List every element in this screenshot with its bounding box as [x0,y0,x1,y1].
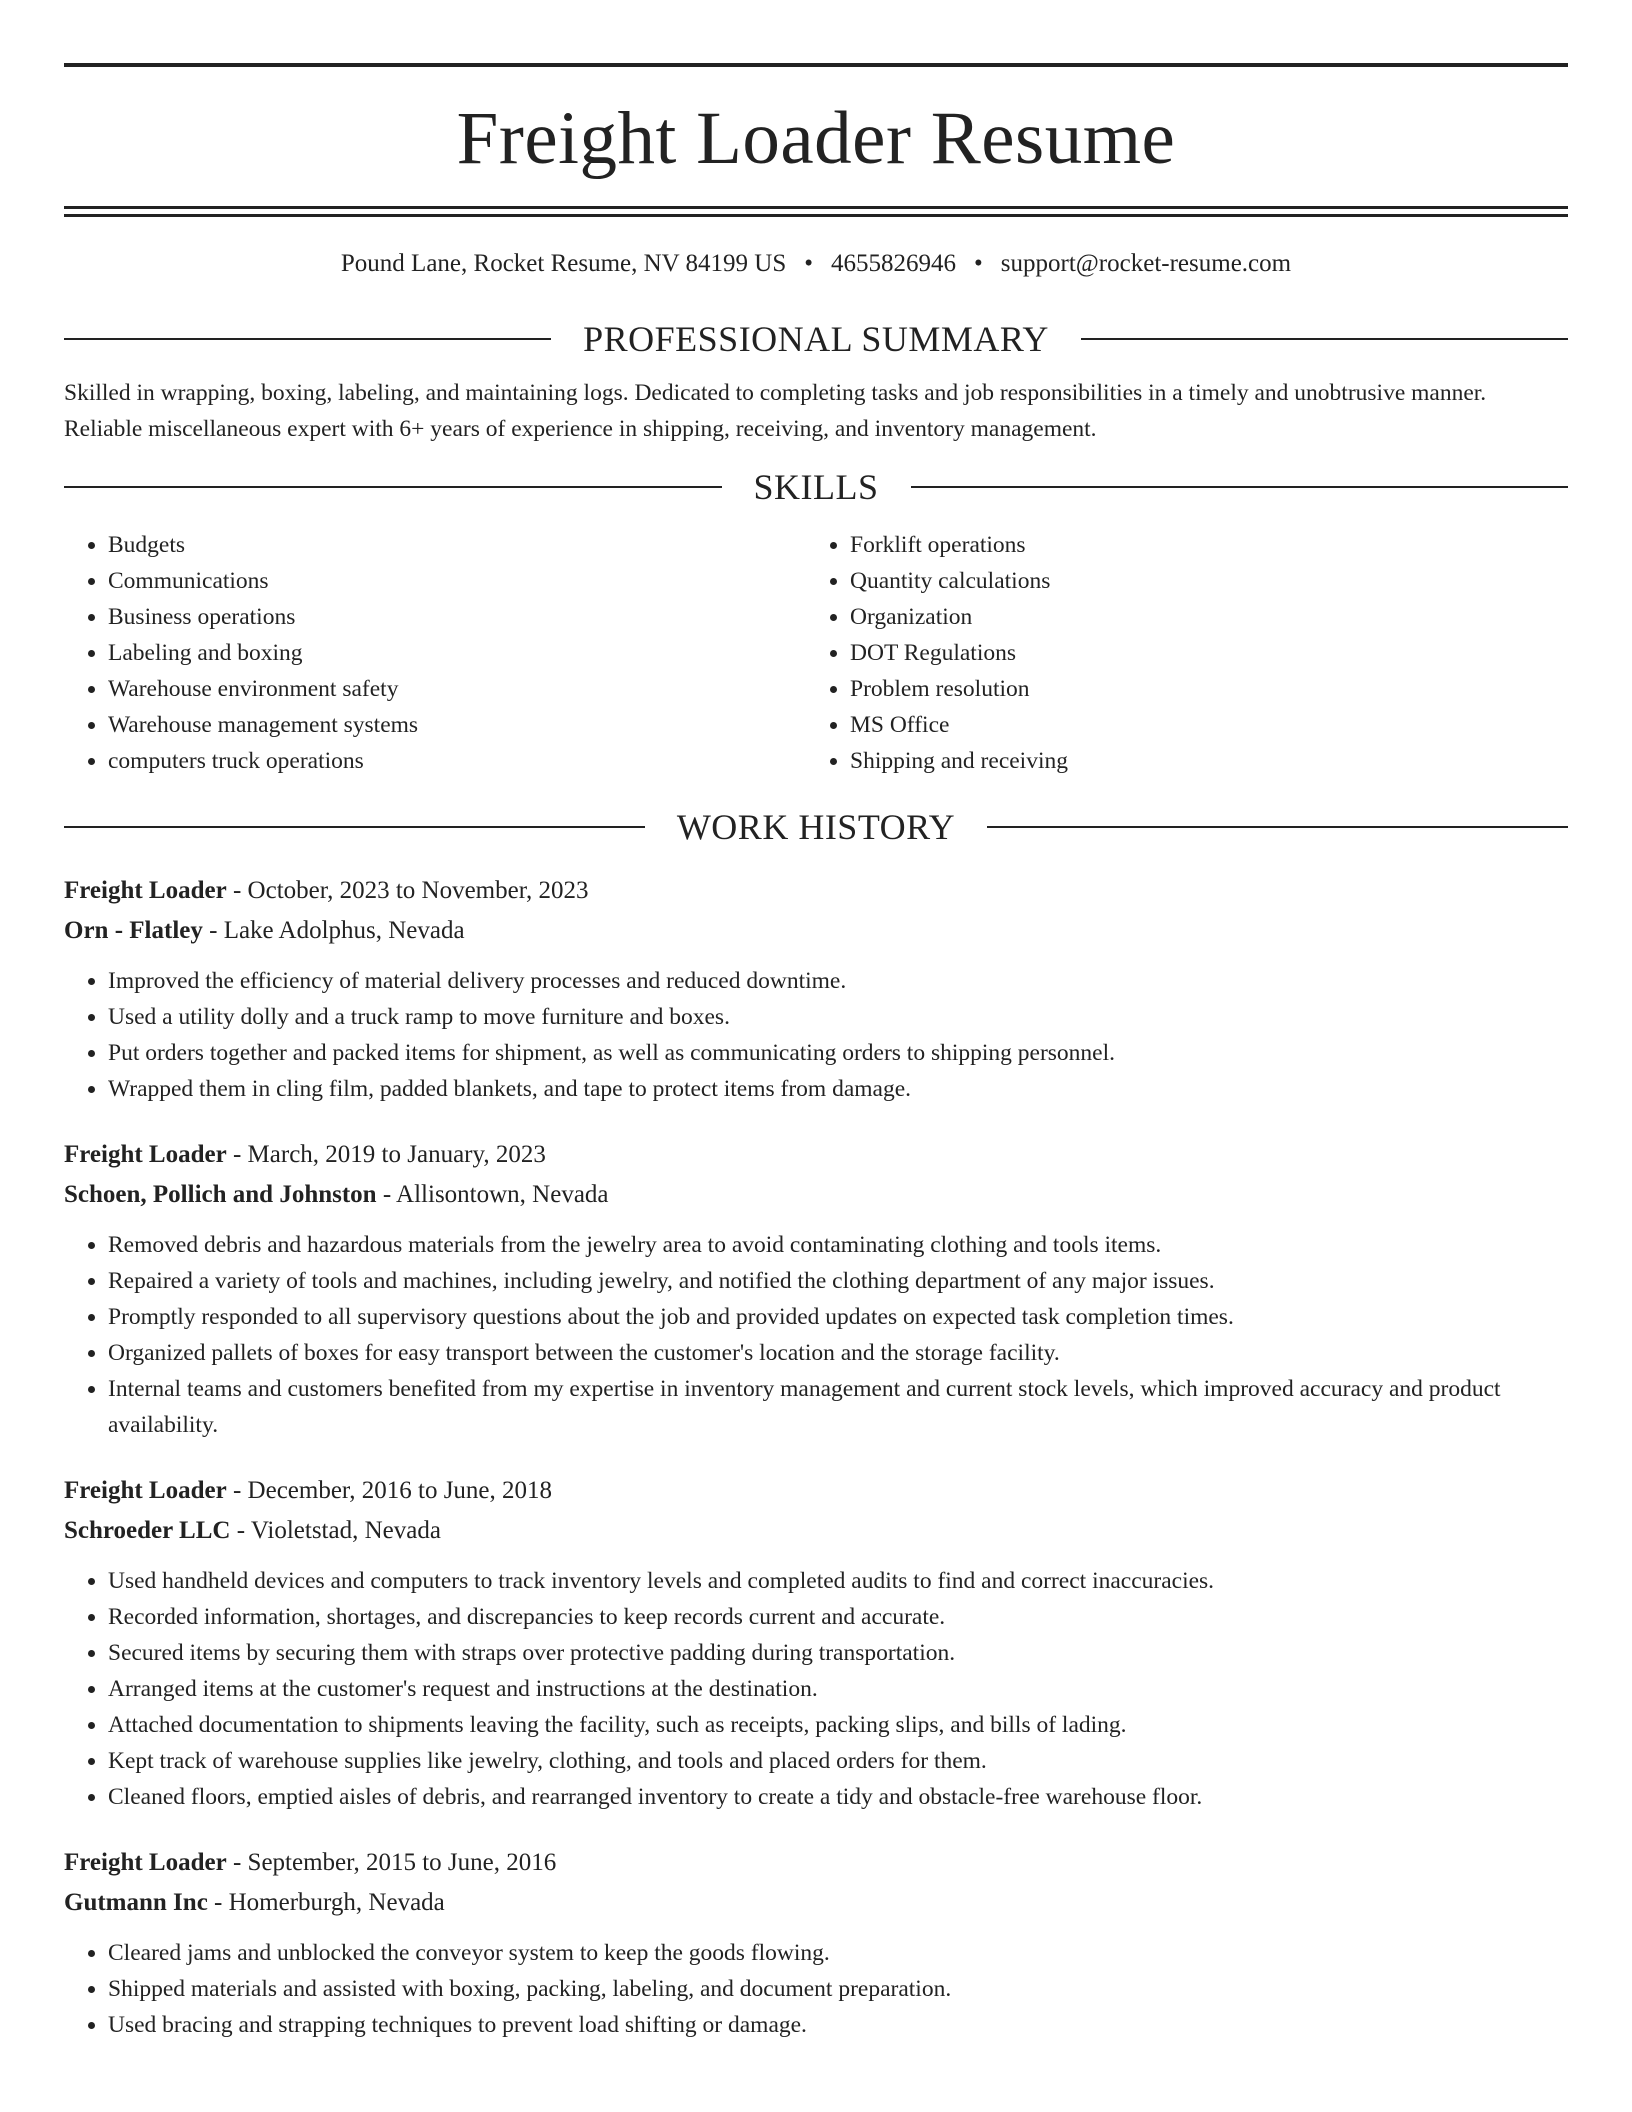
job-duty-item: • Cleared jams and unblocked the conveyor system to keep the goods flowing. [108,1935,1568,1971]
job-location: Violetstad, Nevada [250,1517,441,1544]
heading-rule [64,338,551,340]
skills-heading-label: SKILLS [753,467,879,507]
job-company-line [64,1883,1568,1923]
job-duties [64,1935,1568,2043]
contact-address: Pound Lane, Rocket Resume, NV 84199 US [340,250,787,277]
job-duty-item: • Used bracing and strapping techniques to prevent load shifting or damage. [108,2007,1568,2043]
job-dash: - [207,1889,229,1916]
job-duty-item: • Wrapped them in cling film, padded blankets, and tape to protect items from damage. [108,1071,1568,1107]
job-dash: - [376,1181,397,1208]
job-duty-item: • Used a utility dolly and a truck ramp to move furniture and boxes. [108,999,1568,1035]
job-duty-item: • Cleaned floors, emptied aisles of debris, and rearranged inventory to create a tidy and obstacle-free warehouse floor. [108,1779,1568,1815]
work-history-heading [64,805,1568,849]
job-dash: - [226,877,248,904]
job-title: Freight Loader [64,1849,227,1876]
skill-item: • Quantity calculations [850,563,1548,599]
job-dash: - [226,1849,248,1876]
job-dates: September, 2015 to June, 2016 [247,1849,557,1876]
resume-page [64,0,1568,2043]
job-dates: March, 2019 to January, 2023 [247,1141,546,1168]
skill-item: • MS Office [850,707,1548,743]
heading-rule [64,826,645,828]
work-history-heading-label: WORK HISTORY [676,807,956,847]
skill-item: • Warehouse management systems [108,707,806,743]
job-dates: December, 2016 to June, 2018 [247,1477,553,1504]
job-entry [64,1843,1568,2043]
job-company: Schoen, Pollich and Johnston [64,1181,377,1208]
job-duty-item: • Shipped materials and assisted with boxing, packing, labeling, and document preparation. [108,1971,1568,2007]
job-duties [64,1563,1568,1815]
job-title: Freight Loader [64,877,227,904]
job-title-line [64,871,1568,911]
job-duty-item: • Used handheld devices and computers to track inventory levels and completed audits to find and correct inaccuracies. [108,1563,1568,1599]
job-company: Orn - Flatley [64,917,203,944]
contact-email: support@rocket-resume.com [1000,250,1292,277]
job-title-line [64,1135,1568,1175]
skills-column-left [64,527,806,779]
job-company-line [64,1175,1568,1215]
skill-item: • Business operations [108,599,806,635]
job-dash: - [226,1477,248,1504]
work-history-list [64,871,1568,2043]
skill-item: • Labeling and boxing [108,635,806,671]
job-dash: - [202,917,224,944]
job-entry [64,1471,1568,1815]
job-dash: - [226,1141,248,1168]
job-company: Gutmann Inc [64,1889,208,1916]
skill-item: • DOT Regulations [850,635,1548,671]
heading-rule [64,486,722,488]
top-rule [64,63,1568,67]
job-company-line [64,911,1568,951]
job-entry [64,871,1568,1107]
skill-item: • Budgets [108,527,806,563]
job-duty-item: • Internal teams and customers benefited from my expertise in inventory management and current stock levels, which improved accuracy and product availability. [108,1371,1568,1443]
skill-item: • Organization [850,599,1548,635]
contact-line [64,249,1568,279]
skills-column-right [806,527,1548,779]
job-duty-item: • Attached documentation to shipments leaving the facility, such as receipts, packing slips, and bills of lading. [108,1707,1568,1743]
summary-heading [64,317,1568,361]
job-company: Schroeder LLC [64,1517,231,1544]
job-entry [64,1135,1568,1443]
job-duty-item: • Organized pallets of boxes for easy transport between the customer's location and the storage facility. [108,1335,1568,1371]
job-duties [64,1227,1568,1443]
heading-rule [1081,338,1568,340]
job-company-line [64,1511,1568,1551]
heading-rule [911,486,1569,488]
contact-separator: • [974,250,983,277]
job-location: Lake Adolphus, Nevada [223,917,465,944]
job-title: Freight Loader [64,1141,227,1168]
job-title: Freight Loader [64,1477,227,1504]
job-duty-item: • Promptly responded to all supervisory questions about the job and provided updates on expected task completion times. [108,1299,1568,1335]
skills-list [64,527,1568,779]
job-dates: October, 2023 to November, 2023 [247,877,589,904]
job-duty-item: • Repaired a variety of tools and machines, including jewelry, and notified the clothing department of any major issues. [108,1263,1568,1299]
job-duty-item: • Kept track of warehouse supplies like jewelry, clothing, and tools and placed orders for them. [108,1743,1568,1779]
job-duty-item: • Improved the efficiency of material delivery processes and reduced downtime. [108,963,1568,999]
title-double-rule [64,206,1568,217]
summary-heading-label: PROFESSIONAL SUMMARY [583,319,1049,359]
job-title-line [64,1471,1568,1511]
summary-text: Skilled in wrapping, boxing, labeling, and maintaining logs. Dedicated to completing tasks and job responsibilities in a timely and unobtrusive manner. Reliable miscellaneous expert with 6+ years of experience in shipping, receiving, and inventory management. [64,380,1487,442]
job-duty-item: • Secured items by securing them with straps over protective padding during transportation. [108,1635,1568,1671]
job-duty-item: • Put orders together and packed items for shipment, as well as communicating orders to shipping personnel. [108,1035,1568,1071]
skill-item: • computers truck operations [108,743,806,779]
resume-title: Freight Loader Resume [456,97,1176,180]
skill-item: • Communications [108,563,806,599]
contact-separator: • [804,250,814,277]
skills-heading [64,465,1568,509]
job-location: Allisontown, Nevada [396,1181,609,1208]
job-location: Homerburgh, Nevada [228,1889,445,1916]
skill-item: • Shipping and receiving [850,743,1548,779]
job-title-line [64,1843,1568,1883]
job-dash: - [230,1517,251,1544]
heading-rule [987,826,1568,828]
job-duty-item: • Removed debris and hazardous materials from the jewelry area to avoid contaminating clothing and tools items. [108,1227,1568,1263]
skill-item: • Forklift operations [850,527,1548,563]
skill-item: • Problem resolution [850,671,1548,707]
contact-phone: 4655826946 [831,250,957,277]
job-duties [64,963,1568,1107]
skill-item: • Warehouse environment safety [108,671,806,707]
job-duty-item: • Arranged items at the customer's request and instructions at the destination. [108,1671,1568,1707]
job-duty-item: • Recorded information, shortages, and discrepancies to keep records current and accurate. [108,1599,1568,1635]
